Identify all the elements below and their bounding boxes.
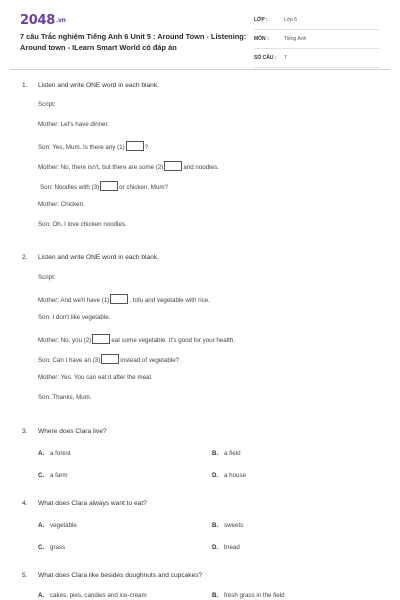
question-5-text: What does Clara like besides doughnuts and cupcakes? (38, 572, 203, 579)
q1-line-2: Mother: Let's have dinner. (38, 121, 110, 128)
q2-line-3: Son: I don't like vegetable. (38, 314, 111, 321)
q1-line-4: Mother: No, there isn't, but there are some (2) and noodles. (38, 161, 219, 171)
document-meta (254, 14, 380, 71)
q1-script-label: Script: (38, 101, 56, 108)
question-2-text: Listen and write ONE word in each blank. (38, 254, 159, 261)
q4-option-a[interactable]: A. vegetable (38, 522, 77, 529)
q2-blank-1[interactable] (110, 294, 128, 304)
q2-line-7: Son: Thanks, Mum. (38, 394, 92, 401)
q1-line-3: Son: Yes, Mum. Is there any (1) ? (38, 141, 148, 151)
document-title: 7 câu Trắc nghiệm Tiếng Anh 6 Unit 5 : Around Town - Listening: Around town - ILearn Smart World có đáp án (20, 32, 247, 52)
question-1-text: Listen and write ONE word in each blank. (38, 82, 159, 89)
question-3-text: Where does Clara live? (38, 428, 107, 435)
q1-line-7: Son: Oh, I love chicken noodles. (38, 221, 127, 228)
meta-class: LỚP : Lớp 6 (254, 14, 380, 30)
q3-option-c[interactable]: C. a farm (38, 472, 68, 479)
header-divider (10, 69, 390, 70)
q4-option-b[interactable]: B. sweets (212, 522, 244, 529)
q2-blank-3[interactable] (101, 354, 119, 364)
question-4-text: What does Clara always want to eat? (38, 500, 147, 507)
q1-blank-2[interactable] (164, 161, 182, 171)
q5-option-b[interactable]: B. fresh grass in the field (212, 592, 285, 599)
q1-blank-3[interactable] (100, 181, 118, 191)
q2-blank-2[interactable] (92, 334, 110, 344)
q2-line-4: Mother: No, you (2) eat some vegetable. It's good for your health. (38, 334, 235, 344)
q3-option-d[interactable]: D. a house (212, 472, 247, 479)
q1-line-6: Mother: Chicken. (38, 201, 85, 208)
q1-blank-1[interactable] (126, 141, 144, 151)
worksheet-page: 2048.vn 7 câu Trắc nghiệm Tiếng Anh 6 Unit 5 : Around Town - Listening: Around town - ILearn Smart World có đáp án LỚP : Lớp 6 MÔN : Tiếng Anh SỐ CÂU : 7 1. Listen and write ONE word in each blank. Script: Mother: Let's have dinner. Son: Yes, Mum. Is there any (1) ? Mother: No, there isn't, but there are some (2) and noodles. Son: Noodles with (3) or chicken, Mum? Mother: Chicken. Son: Oh, I love chicken noodles. 2. Listen and write ONE word in each blank. Script: Mother: And we'll have (1) , tofu and vegetable with rice. Son: I don't like vegetable. Mother: No, you (2) eat some vegetable. It's good for your health. Son: Can I have an (3) instead of vegetable? Mother: Yes. You can eat it after the meal. Son: Thanks, Mum. 3. Where does Clara live? A. a forest B. a field C. a farm D. a house 4. What does Clara always want to eat? A. vegetable B. sweets C. grass D. bread 5. What does Clara like besides doughnuts and cupcakes? A. cakes, pies, candies and ice-cream B. fresh grass in the field (0, 0, 400, 600)
q1-line-5: Son: Noodles with (3) or chicken, Mum? (40, 181, 168, 191)
q2-line-6: Mother: Yes. You can eat it after the meal. (38, 374, 153, 381)
meta-subject: MÔN : Tiếng Anh (254, 33, 380, 49)
meta-question-count: SỐ CÂU : 7 (254, 52, 380, 68)
page-header (0, 0, 400, 68)
q2-line-2: Mother: And we'll have (1) , tofu and vegetable with rice. (38, 294, 210, 304)
site-logo[interactable]: 2048.vn (20, 13, 66, 28)
q4-option-d[interactable]: D. bread (212, 544, 240, 551)
q2-script-label: Script: (38, 274, 56, 281)
q2-line-5: Son: Can I have an (3) instead of vegetable? (38, 354, 179, 364)
q3-option-b[interactable]: B. a field (212, 450, 241, 457)
q4-option-c[interactable]: C. grass (38, 544, 66, 551)
q5-option-a[interactable]: A. cakes, pies, candies and ice-cream (38, 592, 147, 599)
q3-option-a[interactable]: A. a forest (38, 450, 71, 457)
